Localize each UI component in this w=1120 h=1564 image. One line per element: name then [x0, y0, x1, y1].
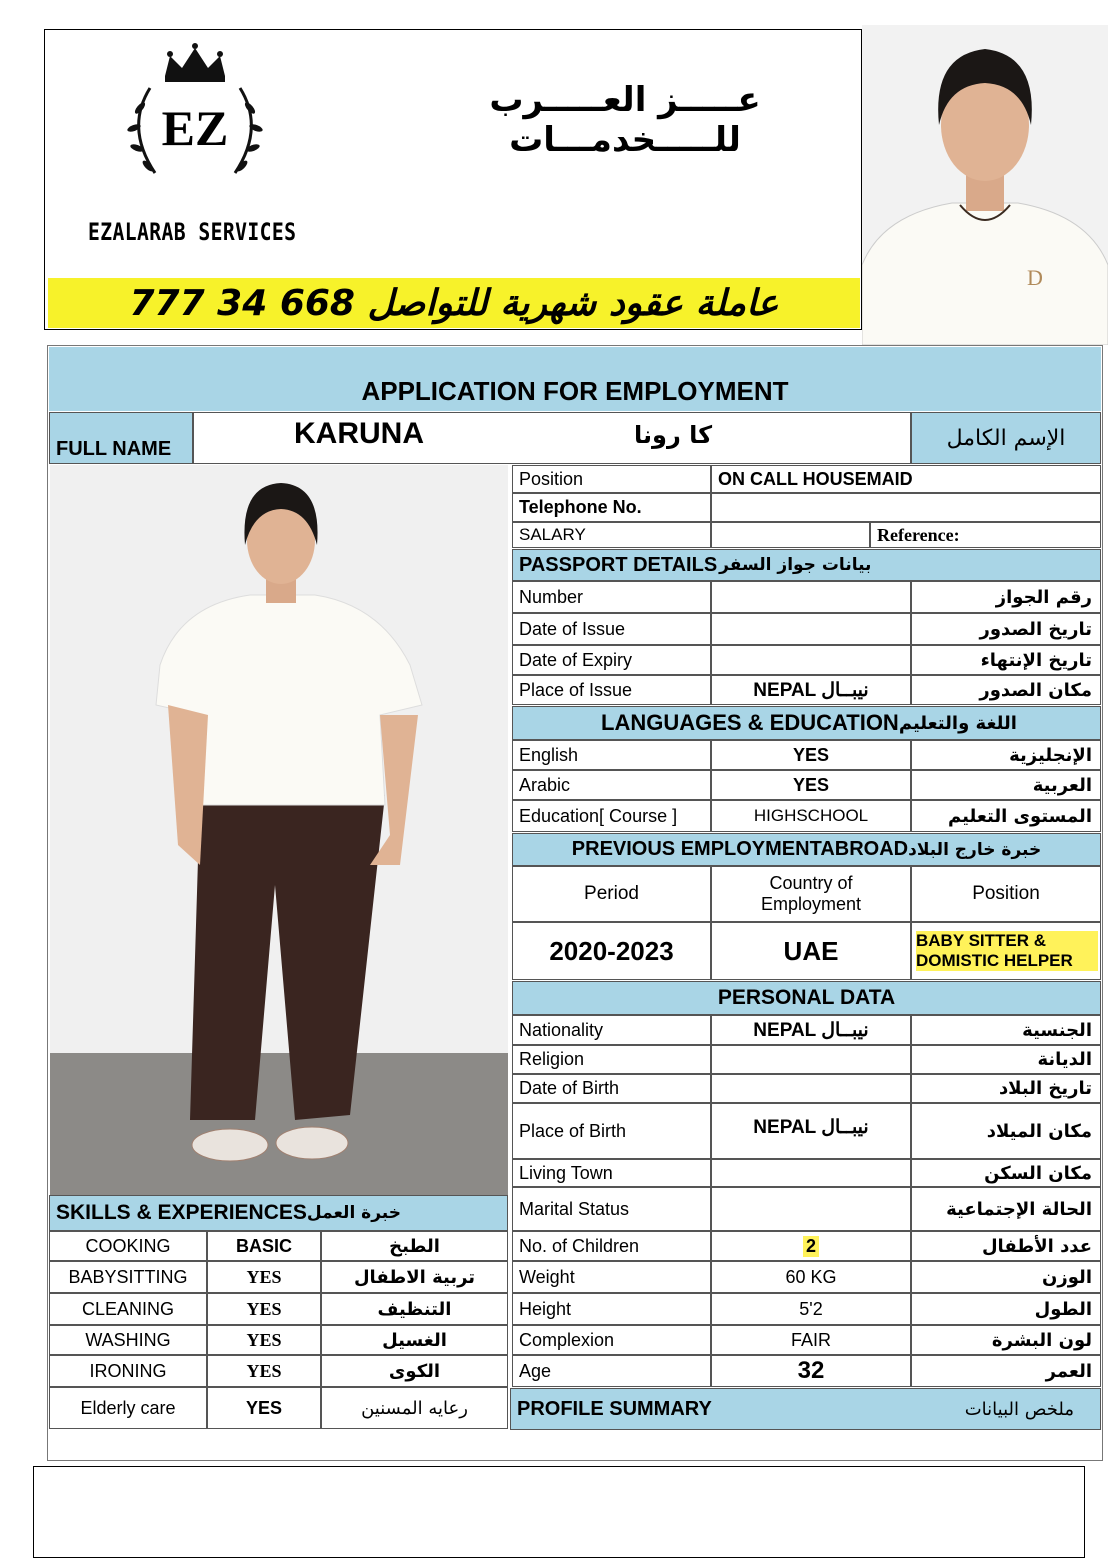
living-town-value	[711, 1159, 911, 1187]
date-of-birth-label-ar: تاريخ البلاد	[911, 1074, 1101, 1103]
arabic-label: Arabic	[512, 770, 711, 800]
passport-number-label: Number	[512, 581, 711, 613]
skill-cooking: COOKING	[49, 1231, 207, 1261]
full-name-label: FULL NAME	[49, 412, 193, 464]
skill-cooking-ar: الطبخ	[321, 1231, 508, 1261]
living-town-label-ar: مكان السكن	[911, 1159, 1101, 1187]
date-of-issue-label: Date of Issue	[512, 613, 711, 645]
nationality-value: NEPAL نيبــال	[711, 1015, 911, 1045]
place-of-birth-label: Place of Birth	[512, 1103, 711, 1159]
profile-summary-bar	[510, 1388, 1101, 1430]
english-label: English	[512, 740, 711, 770]
english-label-ar: الإنجليزية	[911, 740, 1101, 770]
languages-heading: LANGUAGES & EDUCATION اللغة والتعليم	[512, 706, 1101, 740]
age-label-ar: العمر	[911, 1355, 1101, 1387]
weight-label-ar: الوزن	[911, 1261, 1101, 1293]
skill-washing: WASHING	[49, 1325, 207, 1355]
contact-banner-text: عاملة عقود شهرية للتواصل 668 34 777	[129, 282, 779, 324]
col-period: Period	[512, 866, 711, 922]
logo-letters: EZ	[161, 100, 229, 156]
passport-number-value	[711, 581, 911, 613]
education-label-ar: المستوى التعليم	[911, 800, 1101, 832]
weight-label: Weight	[512, 1261, 711, 1293]
place-of-issue-label-ar: مكان الصدور	[911, 675, 1101, 705]
skill-ironing: IRONING	[49, 1355, 207, 1387]
position-held-value: BABY SITTER & DOMISTIC HELPER	[911, 922, 1101, 980]
children-label-ar: عدد الأطفال	[911, 1231, 1101, 1261]
telephone-label: Telephone No.	[512, 493, 711, 522]
full-name-en: KARUNA	[294, 417, 424, 450]
religion-value	[711, 1045, 911, 1074]
country-value: UAE	[711, 922, 911, 980]
age-value: 32	[711, 1355, 911, 1387]
skill-elderly-care-ar: رعايه المسنين	[321, 1387, 508, 1429]
date-of-issue-label-ar: تاريخ الصدور	[911, 613, 1101, 645]
telephone-value	[711, 493, 1101, 522]
portrait-photo	[862, 25, 1108, 345]
salary-value	[711, 522, 870, 548]
marital-status-value	[711, 1187, 911, 1231]
date-of-expiry-label-ar: تاريخ الإنتهاء	[911, 645, 1101, 675]
company-name-ar: عـــــز العـــــرب للـــــخدمـــات	[489, 80, 761, 160]
company-logo	[110, 38, 280, 188]
position-value: ON CALL HOUSEMAID	[711, 465, 1101, 493]
nationality-label: Nationality	[512, 1015, 711, 1045]
col-country: Country of Employment	[711, 866, 911, 922]
skill-elderly-care-value: YES	[207, 1387, 321, 1429]
skill-cooking-value: BASIC	[207, 1231, 321, 1261]
skill-babysitting-ar: تربية الاطفال	[321, 1261, 508, 1293]
nationality-label-ar: الجنسية	[911, 1015, 1101, 1045]
passport-number-label-ar: رقم الجواز	[911, 581, 1101, 613]
date-of-birth-value	[711, 1074, 911, 1103]
date-of-expiry-label: Date of Expiry	[512, 645, 711, 675]
skill-cleaning-value: YES	[207, 1293, 321, 1325]
height-label: Height	[512, 1293, 711, 1325]
position-label: Position	[512, 465, 711, 493]
religion-label: Religion	[512, 1045, 711, 1074]
religion-label-ar: الديانة	[911, 1045, 1101, 1074]
complexion-label-ar: لون البشرة	[911, 1325, 1101, 1355]
skill-ironing-value: YES	[207, 1355, 321, 1387]
skill-ironing-ar: الكوى	[321, 1355, 508, 1387]
full-name-ar: كا رونا	[634, 421, 713, 449]
contact-banner	[48, 278, 860, 328]
period-value: 2020-2023	[512, 922, 711, 980]
profile-summary-label: PROFILE SUMMARY	[517, 1397, 712, 1420]
complexion-label: Complexion	[512, 1325, 711, 1355]
col-position: Position	[911, 866, 1101, 922]
reference-label: Reference:	[870, 522, 1101, 548]
marital-status-label-ar: الحالة الإجتماعية	[911, 1187, 1101, 1231]
place-of-issue-label: Place of Issue	[512, 675, 711, 705]
full-name-label-ar: الإسم الكامل	[911, 412, 1101, 464]
skill-cleaning: CLEANING	[49, 1293, 207, 1325]
personal-data-heading: PERSONAL DATA	[512, 981, 1101, 1015]
passport-heading: PASSPORT DETAILS بيانات جواز السفر	[512, 549, 1101, 581]
form-title-bar	[49, 347, 1101, 411]
salary-label: SALARY	[512, 522, 711, 548]
arabic-label-ar: العربية	[911, 770, 1101, 800]
full-body-photo	[50, 465, 508, 1195]
skill-washing-ar: الغسيل	[321, 1325, 508, 1355]
notes-box	[33, 1466, 1085, 1558]
date-of-expiry-value	[711, 645, 911, 675]
profile-summary-label-ar: ملخص البيانات	[964, 1398, 1074, 1420]
children-value: 2	[711, 1231, 911, 1261]
place-of-issue-value: NEPAL نيبــال	[711, 675, 911, 705]
date-of-birth-label: Date of Birth	[512, 1074, 711, 1103]
company-name-en: EZALARAB SERVICES	[88, 218, 297, 246]
skill-elderly-care: Elderly care	[49, 1387, 207, 1429]
height-label-ar: الطول	[911, 1293, 1101, 1325]
marital-status-label: Marital Status	[512, 1187, 711, 1231]
education-label: Education[ Course ]	[512, 800, 711, 832]
height-value: 5'2	[711, 1293, 911, 1325]
arabic-value: YES	[711, 770, 911, 800]
skill-babysitting-value: YES	[207, 1261, 321, 1293]
form-title: APPLICATION FOR EMPLOYMENT	[361, 376, 789, 406]
skill-washing-value: YES	[207, 1325, 321, 1355]
svg-text:D: D	[1027, 265, 1043, 290]
living-town-label: Living Town	[512, 1159, 711, 1187]
weight-value: 60 KG	[711, 1261, 911, 1293]
date-of-issue-value	[711, 613, 911, 645]
english-value: YES	[711, 740, 911, 770]
complexion-value: FAIR	[711, 1325, 911, 1355]
children-label: No. of Children	[512, 1231, 711, 1261]
skills-heading: SKILLS & EXPERIENCES خبرة العمل	[49, 1195, 508, 1231]
place-of-birth-value: NEPAL نيبــال	[711, 1103, 911, 1159]
previous-employment-heading: PREVIOUS EMPLOYMENTABROAD خبرة خارج البلاد	[512, 833, 1101, 866]
full-name-field	[193, 412, 911, 464]
skill-babysitting: BABYSITTING	[49, 1261, 207, 1293]
place-of-birth-label-ar: مكان الميلاد	[911, 1103, 1101, 1159]
age-label: Age	[512, 1355, 711, 1387]
education-value: HIGHSCHOOL	[711, 800, 911, 832]
skill-cleaning-ar: التنظيف	[321, 1293, 508, 1325]
